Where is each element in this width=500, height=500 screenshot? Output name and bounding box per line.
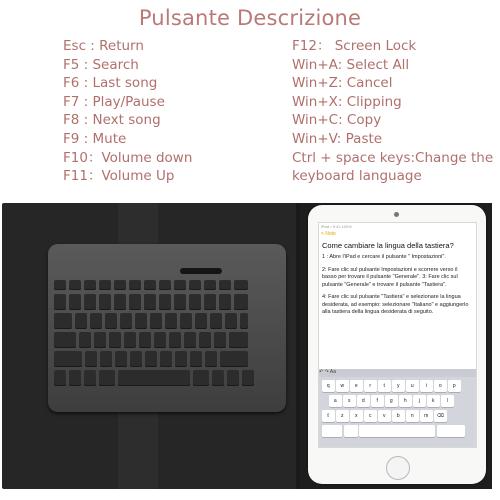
note-paragraph: 1 : Abre l'iPad e cercare il pulsante " Impostazioni". (322, 254, 446, 260)
keyboard-row-z (54, 351, 248, 367)
shortcut-f9: F9 : Mute (63, 130, 127, 147)
vk-key-q[interactable]: q (322, 380, 335, 392)
vk-return-key[interactable] (437, 425, 465, 437)
vk-key-u[interactable]: u (406, 380, 419, 392)
vk-key-d[interactable]: d (357, 395, 370, 407)
note-paragraph: 4: Fare clic sul pulsante "Tastiera" e selezionare la lingua desiderata, ad esempio: selezionare "Italiano" e aggiungerlo alla tastiera della lingua desiderata di seguito. (322, 294, 469, 315)
physical-key (205, 351, 217, 367)
physical-key (90, 313, 102, 329)
ipad-screen (318, 222, 477, 448)
shift-icon[interactable]: ⇧ (322, 410, 335, 422)
physical-key (69, 370, 81, 386)
physical-key (189, 294, 201, 310)
shortcut-f5: F5 : Search (63, 56, 139, 73)
shortcut-win-x: Win+X: Clipping (292, 93, 402, 110)
vk-key-e[interactable]: e (350, 380, 363, 392)
physical-key (99, 294, 111, 310)
vk-row-4 (322, 425, 465, 437)
vk-key-g[interactable]: g (385, 395, 398, 407)
shortcut-ctrl-space-cont: keyboard language (292, 168, 422, 185)
camera-icon (394, 212, 399, 217)
vk-row-3 (322, 410, 447, 422)
physical-key (159, 294, 171, 310)
vk-key-h[interactable]: h (399, 395, 412, 407)
physical-key (69, 280, 81, 290)
physical-key (165, 313, 177, 329)
note-body (322, 254, 472, 322)
physical-key (193, 370, 209, 386)
vk-key-n[interactable]: n (406, 410, 419, 422)
virtual-keyboard-toolbar: ↶ ↷ Aa (319, 369, 476, 377)
physical-key (195, 313, 207, 329)
vk-key-w[interactable]: w (336, 380, 349, 392)
vk-key-m[interactable]: m (420, 410, 433, 422)
physical-key (94, 332, 106, 348)
physical-key (214, 332, 226, 348)
physical-key (229, 332, 248, 348)
keyboard-row-fn (54, 280, 248, 290)
status-bar: iPad • 9:41 100% (321, 224, 352, 229)
vk-key-z[interactable]: z (336, 410, 349, 422)
shortcut-f7: F7 : Play/Pause (63, 93, 165, 110)
physical-key (109, 332, 121, 348)
vk-key-r[interactable]: r (364, 380, 377, 392)
physical-key (240, 313, 248, 329)
vk-key-a[interactable]: a (329, 395, 342, 407)
physical-key (114, 280, 126, 290)
physical-key (225, 313, 237, 329)
physical-key (190, 351, 202, 367)
physical-key (54, 351, 82, 367)
vk-key-numbers[interactable] (322, 425, 342, 437)
physical-key (175, 351, 187, 367)
physical-key (174, 280, 186, 290)
keyboard-row-q (54, 313, 248, 329)
shortcut-list-left (63, 37, 192, 186)
physical-key (169, 332, 181, 348)
vk-key-p[interactable]: p (448, 380, 461, 392)
shortcut-esc: Esc : Return (63, 38, 144, 54)
physical-key (120, 313, 132, 329)
physical-key (234, 294, 248, 310)
shortcut-win-z: Win+Z: Cancel (292, 75, 393, 92)
physical-key (114, 294, 126, 310)
physical-key (184, 332, 196, 348)
vk-key-i[interactable]: i (420, 380, 433, 392)
physical-key (135, 313, 147, 329)
physical-key (84, 280, 96, 290)
backspace-icon[interactable]: ⌫ (434, 410, 447, 422)
vk-spacebar[interactable] (359, 425, 435, 437)
home-button[interactable] (386, 456, 410, 480)
shortcut-f10: F10：Volume down (63, 149, 193, 166)
physical-key (204, 294, 216, 310)
physical-key (84, 294, 96, 310)
vk-key-x[interactable]: x (350, 410, 363, 422)
vk-key-b[interactable]: b (392, 410, 405, 422)
vk-key-l[interactable]: l (441, 395, 454, 407)
vk-key-y[interactable]: y (392, 380, 405, 392)
vk-key-o[interactable]: o (434, 380, 447, 392)
spacebar-key (118, 370, 190, 386)
shortcut-f12: F12： Screen Lock (292, 38, 417, 54)
physical-key (144, 280, 156, 290)
physical-key (242, 370, 254, 386)
keyboard-row-space (54, 370, 254, 386)
physical-key (180, 313, 192, 329)
physical-key (227, 370, 239, 386)
shortcut-list-right (292, 37, 493, 186)
physical-key (210, 313, 222, 329)
physical-key (212, 370, 224, 386)
shortcut-f8: F8 : Next song (63, 112, 161, 129)
notes-back-link[interactable]: < Note (321, 231, 336, 237)
physical-key (159, 280, 171, 290)
physical-key (144, 294, 156, 310)
physical-key (220, 351, 248, 367)
physical-key (154, 332, 166, 348)
physical-key (129, 280, 141, 290)
vk-key-k[interactable]: k (427, 395, 440, 407)
physical-key (54, 313, 72, 329)
physical-key (124, 332, 136, 348)
keyboard-indicator (180, 268, 222, 274)
physical-key (145, 351, 157, 367)
shortcut-win-a: Win+A: Select All (292, 56, 410, 73)
note-title: Come cambiare la lingua della tastiera? (322, 241, 454, 250)
physical-key (54, 332, 76, 348)
shortcut-f6: F6 : Last song (63, 75, 158, 92)
physical-key (160, 351, 172, 367)
physical-key (99, 370, 115, 386)
page-title: Pulsante Descrizione (138, 6, 362, 30)
shortcut-f11: F11：Volume Up (63, 168, 175, 185)
vk-key-c[interactable]: c (364, 410, 377, 422)
keyboard-row-num (54, 294, 248, 310)
physical-key (234, 280, 248, 290)
physical-key (54, 370, 66, 386)
physical-key (99, 280, 111, 290)
shortcut-win-c: Win+C: Copy (292, 112, 382, 129)
physical-key (219, 280, 231, 290)
physical-key (105, 313, 117, 329)
vk-key-j[interactable]: j (413, 395, 426, 407)
physical-key (189, 280, 201, 290)
physical-key (79, 332, 91, 348)
physical-key (204, 280, 216, 290)
physical-key (84, 370, 96, 386)
physical-key (199, 332, 211, 348)
globe-icon[interactable] (344, 425, 358, 437)
physical-key (85, 351, 97, 367)
vk-row-1 (322, 380, 461, 392)
physical-key (130, 351, 142, 367)
vk-key-t[interactable]: t (378, 380, 391, 392)
physical-key (100, 351, 112, 367)
physical-key (219, 294, 231, 310)
physical-key (115, 351, 127, 367)
shortcut-ctrl-space: Ctrl + space keys:Change the (292, 149, 494, 166)
keyboard-row-a (54, 332, 248, 348)
note-paragraph: 2: Fare clic sul pulsante Impostazioni e scorrere verso il basso per trovare il pulsante "Generale". 3: Fare clic sul pulsante "Generale" e trovare il pulsante "Tastiera". (322, 266, 458, 288)
shortcut-win-v: Win+V: Paste (292, 130, 383, 147)
physical-key (75, 313, 87, 329)
vk-key-f[interactable]: f (371, 395, 384, 407)
vk-key-s[interactable]: s (343, 395, 356, 407)
physical-key (139, 332, 151, 348)
physical-key (129, 294, 141, 310)
vk-key-v[interactable]: v (378, 410, 391, 422)
vk-row-2 (329, 395, 454, 407)
physical-key (174, 294, 186, 310)
physical-key (69, 294, 81, 310)
physical-key (150, 313, 162, 329)
physical-key (54, 294, 66, 310)
physical-key (54, 280, 66, 290)
